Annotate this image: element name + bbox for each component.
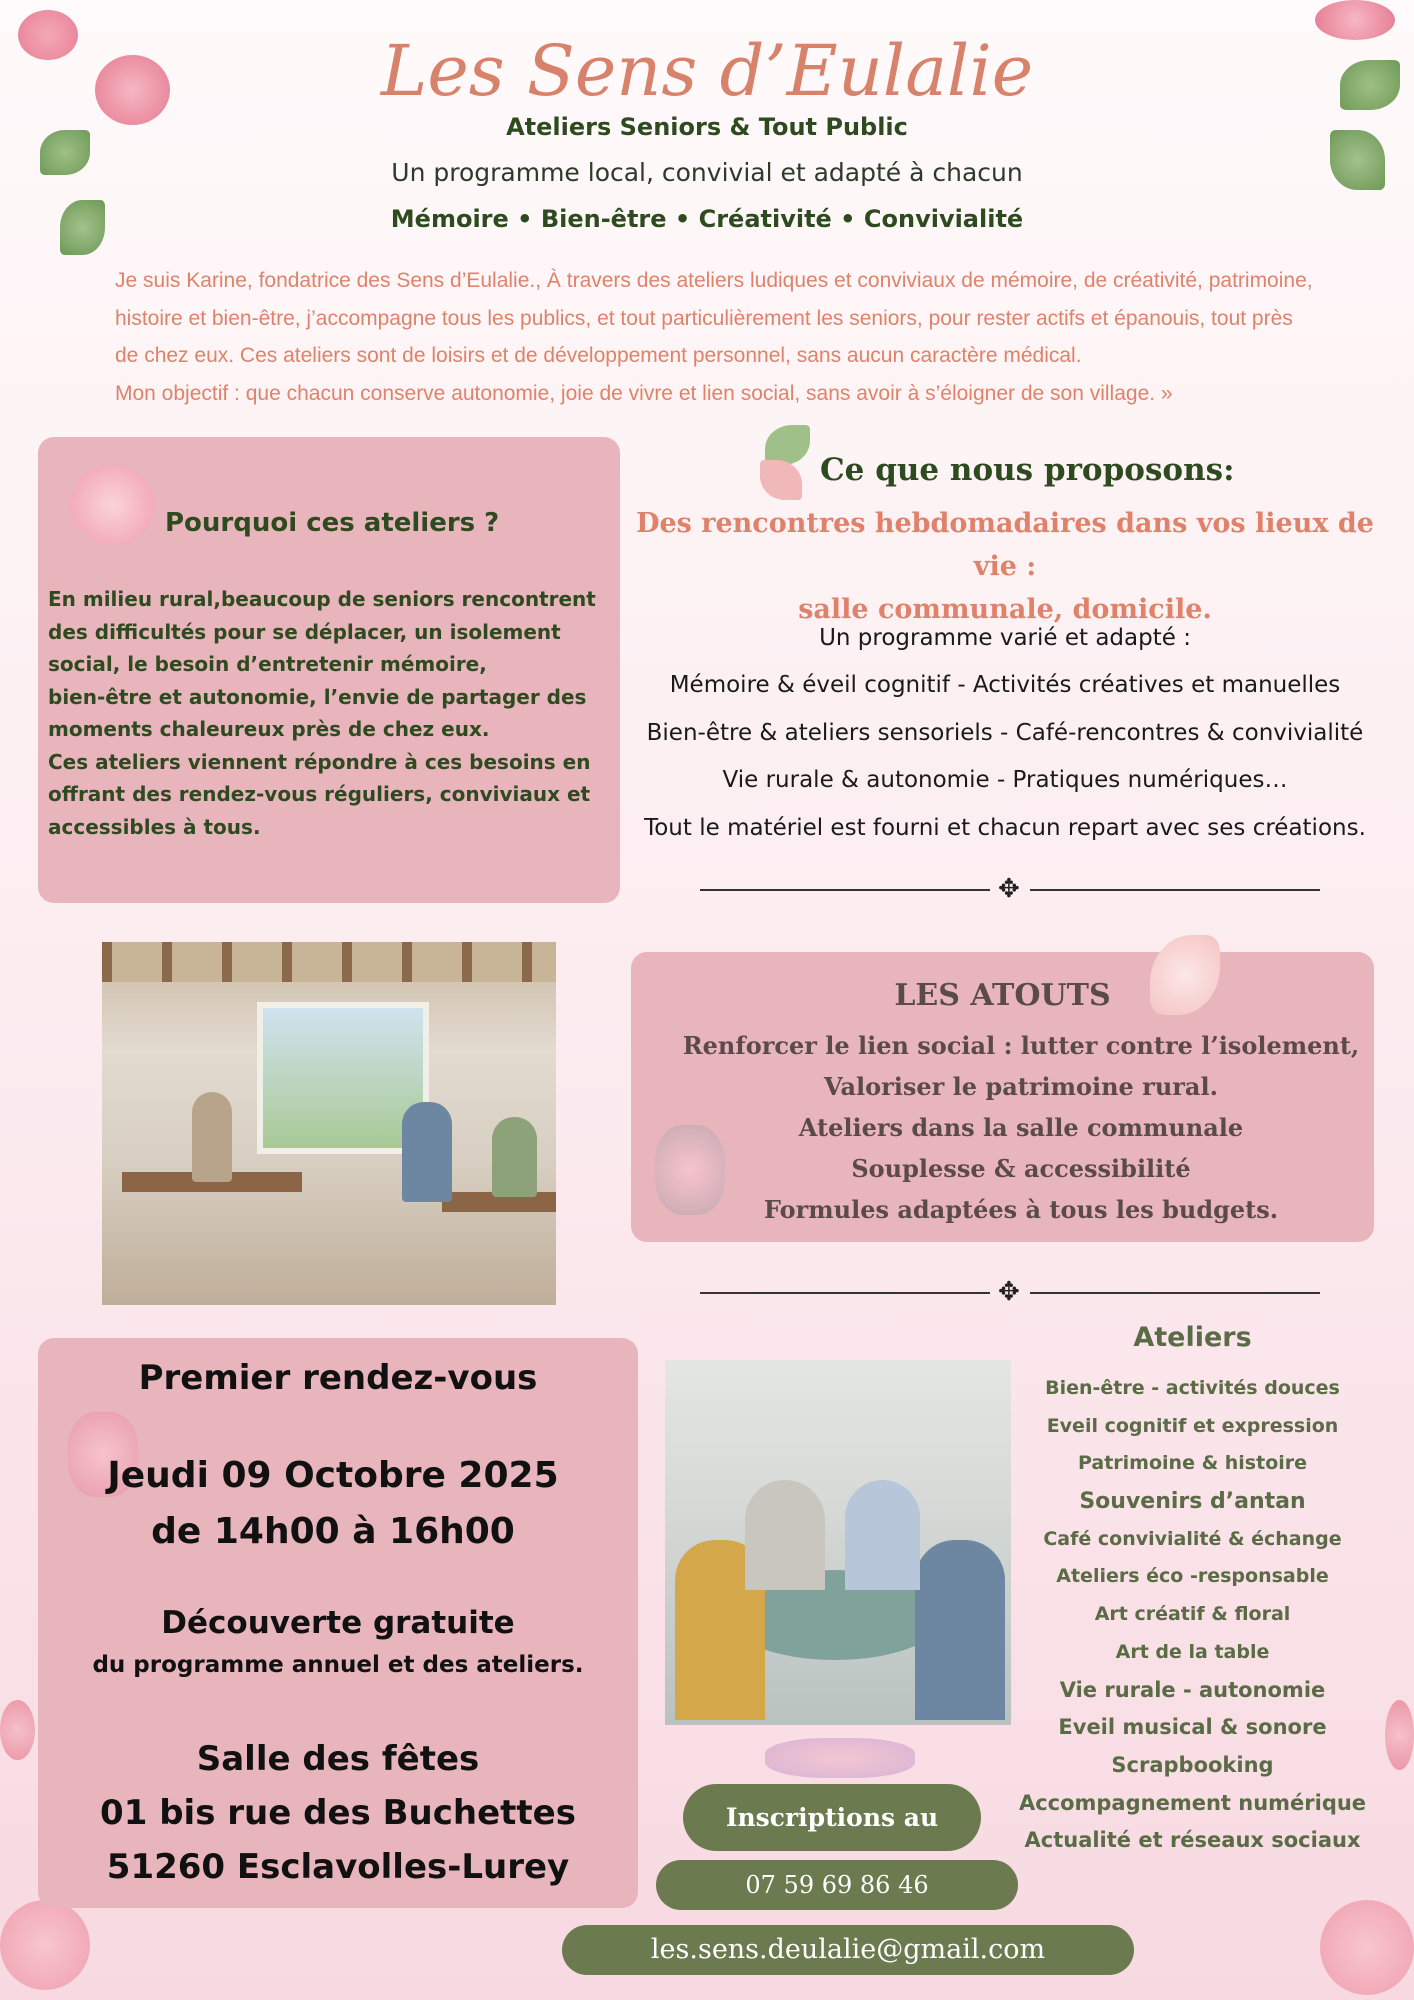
why-line: offrant des rendez-vous réguliers, conviviaux et xyxy=(48,782,591,806)
why-title: Pourquoi ces ateliers ? xyxy=(165,508,500,538)
why-line: accessibles à tous. xyxy=(48,814,261,839)
program-title: Un programme varié et adapté : xyxy=(819,625,1191,651)
rdv-time: de 14h00 à 16h00 xyxy=(151,1511,515,1552)
email-link[interactable]: les.sens.deulalie@gmail.com xyxy=(562,1925,1134,1975)
intro-line: Je suis Karine, fondatrice des Sens d’Eulalie., À travers des ateliers ludiques et conviviaux de mémoire, de créativité, patrimoine, xyxy=(115,269,1313,292)
seniors-card-game-image xyxy=(665,1360,1011,1725)
rdv-date: Jeudi 09 Octobre 2025 xyxy=(107,1455,559,1496)
atout-item: Souplesse & accessibilité xyxy=(851,1154,1191,1183)
intro-text xyxy=(115,262,1345,412)
subtitle: Ateliers Seniors & Tout Public xyxy=(506,113,908,141)
offer-sub-line: salle communale, domicile. xyxy=(798,594,1212,625)
ateliers-list xyxy=(1015,1370,1370,1860)
atelier-item: Eveil musical & sonore xyxy=(1058,1715,1327,1740)
atelier-item: Souvenirs d’antan xyxy=(1079,1489,1306,1515)
why-line: social, le besoin d’entretenir mémoire, xyxy=(48,652,487,676)
atelier-item: Eveil cognitif et expression xyxy=(1046,1414,1339,1437)
offer-sub-line: Des rencontres hebdomadaires dans vos lieux de vie : xyxy=(636,508,1374,582)
program-line: Bien-être & ateliers sensoriels - Café-rencontres & convivialité xyxy=(646,720,1364,746)
why-line: des difficultés pour se déplacer, un isolement xyxy=(48,619,561,644)
rdv-free-title: Découverte gratuite xyxy=(161,1605,515,1641)
program-line: Vie rurale & autonomie - Pratiques numériques… xyxy=(722,767,1288,793)
phone-link[interactable]: 07 59 69 86 46 xyxy=(656,1860,1018,1910)
atouts-list xyxy=(631,1025,1411,1230)
offer-subtitle xyxy=(625,502,1385,631)
rdv-address-line: 51260 Esclavolles-Lurey xyxy=(106,1847,570,1887)
program-line: Mémoire & éveil cognitif - Activités créatives et manuelles xyxy=(669,672,1341,698)
ateliers-title: Ateliers xyxy=(1133,1322,1252,1353)
atelier-item: Actualité et réseaux sociaux xyxy=(1024,1828,1361,1853)
why-line: bien-être et autonomie, l’envie de partager des xyxy=(48,684,587,709)
intro-line: de chez eux. Ces ateliers sont de loisirs et de développement personnel, sans aucun caractère médical. xyxy=(115,344,1082,367)
atelier-item: Accompagnement numérique xyxy=(1018,1790,1367,1815)
flower-garland-icon xyxy=(765,1738,915,1778)
atelier-item: Ateliers éco -responsable xyxy=(1056,1565,1329,1588)
atout-item: Valoriser le patrimoine rural. xyxy=(824,1072,1218,1101)
rdv-title: Premier rendez-vous xyxy=(138,1358,538,1398)
atout-item: Ateliers dans la salle communale xyxy=(798,1113,1244,1142)
atout-item: Renforcer le lien social : lutter contre l’isolement, xyxy=(682,1031,1360,1060)
intro-line: Mon objectif : que chacun conserve autonomie, joie de vivre et lien social, sans avoir à s’éloigner de son village. » xyxy=(115,381,1173,405)
atelier-item: Art de la table xyxy=(1115,1640,1270,1663)
rdv-address-line: 01 bis rue des Buchettes xyxy=(100,1793,576,1833)
atelier-item: Vie rurale - autonomie xyxy=(1059,1677,1326,1702)
rdv-address xyxy=(38,1732,638,1894)
atelier-item: Scrapbooking xyxy=(1111,1752,1274,1777)
atouts-title: LES ATOUTS xyxy=(894,978,1111,1013)
rdv-datetime xyxy=(38,1448,628,1560)
divider: ✥ xyxy=(700,880,1320,900)
brand-title: Les Sens d’Eulalie xyxy=(380,30,1034,112)
workshop-image xyxy=(102,942,556,1305)
keywords: Mémoire • Bien-être • Créativité • Convivialité xyxy=(390,205,1024,233)
atelier-item: Art créatif & floral xyxy=(1094,1603,1291,1626)
why-text xyxy=(48,583,603,843)
atelier-item: Bien-être - activités douces xyxy=(1045,1377,1340,1399)
divider: ✥ xyxy=(700,1283,1320,1303)
inscriptions-label: Inscriptions au xyxy=(683,1784,981,1851)
rose-icon xyxy=(70,465,155,545)
atelier-item: Patrimoine & histoire xyxy=(1077,1452,1308,1475)
rdv-place: Salle des fêtes xyxy=(196,1739,480,1779)
why-line: En milieu rural,beaucoup de seniors rencontrent xyxy=(48,587,596,611)
program-line: Tout le matériel est fourni et chacun repart avec ses créations. xyxy=(644,815,1366,841)
intro-line: histoire et bien-être, j’accompagne tous les publics, et tout particulièrement les seniors, pour rester actifs et épanouis, tout près xyxy=(115,306,1293,330)
offer-title: Ce que nous proposons: xyxy=(820,452,1235,488)
why-line: moments chaleureux près de chez eux. xyxy=(48,717,490,741)
atelier-item: Café convivialité & échange xyxy=(1043,1527,1342,1550)
tagline: Un programme local, convivial et adapté à chacun xyxy=(391,158,1023,187)
atout-item: Formules adaptées à tous les budgets. xyxy=(763,1195,1279,1224)
why-line: Ces ateliers viennent répondre à ces besoins en xyxy=(48,749,591,774)
rdv-free-sub: du programme annuel et des ateliers. xyxy=(92,1652,584,1678)
